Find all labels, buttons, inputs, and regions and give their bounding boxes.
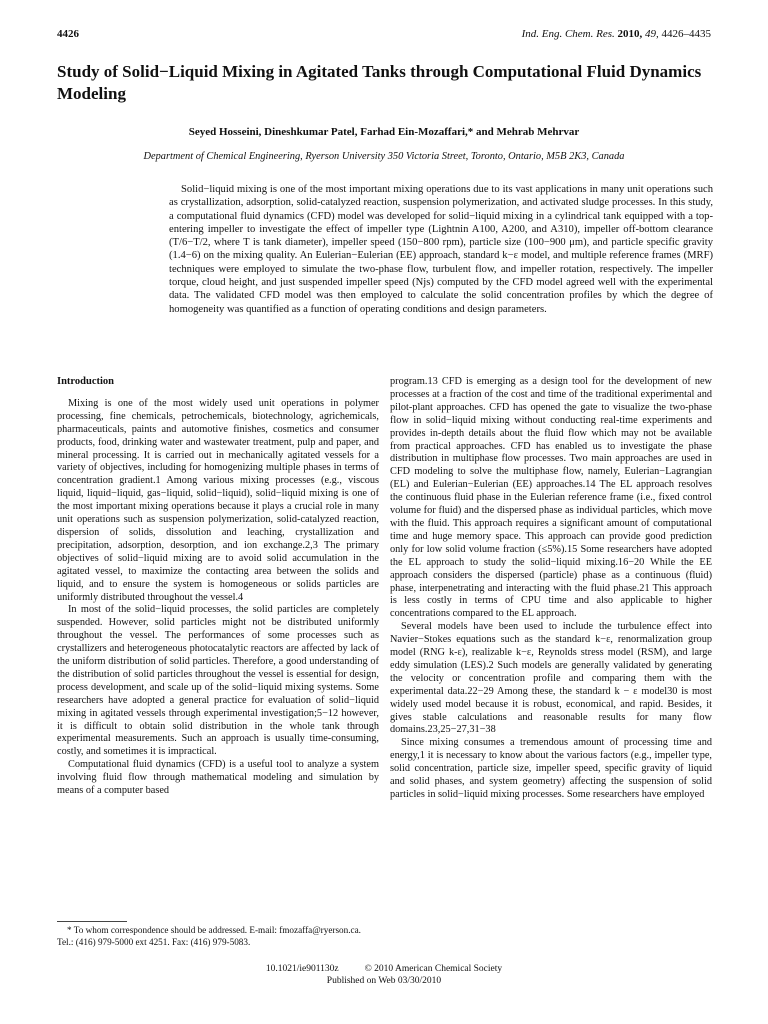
correspondence-footnote: * To whom correspondence should be addressed. E-mail: fmozaffa@ryerson.ca. Tel.: (416) 979-5000 ext 4251. Fax: (416) 979-5083. xyxy=(57,925,361,947)
body-paragraph: Mixing is one of the most widely used unit operations in polymer processing, fine chemicals, petrochemicals, biotechnology, agrichemicals, pharmaceuticals, paints and automotive finishes, cosmetics and consumer products, food, drinking water and wastewater treatment, pulp and paper, and mineral processing. It is carried out in mechanically agitated vessels for a variety of objectives, including for homogenizing multiple phases in terms of concentration gradient.1 Among various mixing processes (e.g., viscous liquid, liquid−liquid, gas−liquid, solid−liquid), solid−liquid mixing is one of the most important mixing operations because it plays a crucial role in many unit operations such as suspension polymerization, solid-catalyzed reaction, dispersion of solids, dissolution and leaching, crystallization and precipitation, adsorption, desorption, and ion exchange.2,3 The primary objectives of solid−liquid mixing are to avoid solid accumulation in the agitated vessel, to maximize the contacting area between the solids and liquid, and to ensure the system is homogeneous or solids particles are uniformly distributed throughout the vessel.4 xyxy=(57,397,379,603)
doi: 10.1021/ie901130z xyxy=(265,964,339,974)
publication-footer xyxy=(0,963,768,987)
copyright: © 2010 American Chemical Society xyxy=(364,964,503,974)
running-header xyxy=(522,28,711,40)
section-heading-introduction: Introduction xyxy=(57,376,114,387)
journal-volume: 49, xyxy=(645,28,659,40)
article-title: Study of Solid−Liquid Mixing in Agitated Tanks through Computational Fluid Dynamics Modeling xyxy=(57,62,702,103)
author-affiliation: Department of Chemical Engineering, Ryerson University 350 Victoria Street, Toronto, Ontario, M5B 2K3, Canada xyxy=(143,151,625,162)
body-paragraph: Several models have been used to include the turbulence effect into Navier−Stokes equations such as the standard k−ε, renormalization group model (RNG k-ε), realizable k−ε, Reynolds stress model (RSM), and large eddy simulation (LES).2 Such models are generally validated by generating the velocity or concentration profile and comparing them with the experimental data.22−29 Among these, the standard k − ε model30 is most widely used model because it is robust, economical, and rapid. Besides, it gives stable calculations and reasonable results for many flow domains.23,25−27,31−38 xyxy=(390,621,712,736)
journal-year: 2010, xyxy=(617,28,643,40)
body-column-left xyxy=(57,376,379,798)
body-paragraph: In most of the solid−liquid processes, the solid particles are completely suspended. However, solid particles might not be distributed uniformly throughout the vessel. The performances of some processes such as crystallizers and heterogeneous photocatalytic reactors are affected by lack of the uniform distribution of solid particles. Therefore, a good understanding of the distribution of solid particles throughout the vessel is essential for design, process development, and scale up of the solid−liquid mixing systems. Some researchers have adopted a general practice for evaluation of solid−liquid mixing in agitated vessels through experimental investigation;5−12 however, it is difficult to obtain solid distribution in the whole tank through experimental measurements. Such an approach is usually time-consuming, costly, and sometimes it is impractical. xyxy=(57,604,379,758)
body-paragraph: Since mixing consumes a tremendous amount of processing time and energy,1 it is necessary to know about the various factors (e.g., impeller type, solid concentration, particle size, impeller speed, specific gravity of liquid and solid phases, and system geometry) affecting the suspension of solid particles in solid−liquid mixing processes. Some researchers have employed xyxy=(390,737,712,800)
abstract: Solid−liquid mixing is one of the most important mixing operations due to its vast applications in many unit operations such as crystallization, adsorption, solid-catalyzed reaction, suspension polymerization, and activated sludge processes. In this study, a computational fluid dynamics (CFD) model was developed for solid−liquid mixing in a cylindrical tank equipped with a top-entering impeller to investigate the effect of impeller type (Lightnin A100, A200, and A310), impeller off-bottom clearance (T/6−T/2, where T is tank diameter), impeller speed (150−800 rpm), particle size (100−900 μm), and particle specific gravity (1.4−6) on the mixing quality. An Eulerian−Eulerian (EE) approach, standard k−ε model, and multiple reference frames (MRF) techniques were employed to simulate the two-phase flow, turbulent flow, and impeller rotation, respectively. The impeller torque, cloud height, and just suspended impeller speed (Njs) computed by the CFD model agreed well with the experimental data. The validated CFD model was then employed to calculate the solid concentration profiles by which the degree of homogeneity was quantified as a function of operating conditions and design parameters. xyxy=(169,184,713,315)
body-paragraph: Computational fluid dynamics (CFD) is a useful tool to analyze a system involving fluid flow through mathematical modeling and simulation by means of a computer based xyxy=(57,759,379,797)
body-column-right xyxy=(390,376,712,802)
published-date: Published on Web 03/30/2010 xyxy=(326,976,442,986)
page-number: 4426 xyxy=(57,28,79,40)
body-paragraph: program.13 CFD is emerging as a design tool for the development of new processes at a fraction of the cost and time of the traditional experimental and pilot-plant approaches. CFD has opened the gate to visualize the two-phase flow in solid−liquid mixing without conducting real-time experiments and provides in-depth details about the fluid flow which may not be available from practical approaches. CFD has enabled us to investigate the phase distribution in multiphase flow processes. Two main approaches are used in CFD modeling to solve the multiphase flow, namely, Eulerian−Lagrangian (EL) and Eulerian−Eulerian (EE) approaches.14 The EL approach resolves the continuous fluid phase in the Eulerian reference frame (i.e., fixed control volume for fluid) and the dispersed phase as individual particles, which move with the fluid. This approach requires a significant amount of computational time and huge memory space. This approach can provide good prediction only for low solid volume fraction (≤5%).15 Some researchers have adopted the EL approach to study the solid−liquid mixing.16−20 While the EE approach considers the dispersed (particle) phase as a continuous (fluid) phase, interpenetrating and interacting with the fluid phase.21 This approach is less costly in terms of CPU time and also applicable to higher concentrations compared to the EL approach. xyxy=(390,376,712,620)
journal-pages: 4426–4435 xyxy=(661,28,711,40)
footnote-rule xyxy=(57,921,127,922)
journal-name: Ind. Eng. Chem. Res. xyxy=(521,28,615,40)
footer-line xyxy=(0,963,768,975)
author-list: Seyed Hosseini, Dineshkumar Patel, Farhad Ein-Mozaffari,* and Mehrab Mehrvar xyxy=(188,126,580,138)
